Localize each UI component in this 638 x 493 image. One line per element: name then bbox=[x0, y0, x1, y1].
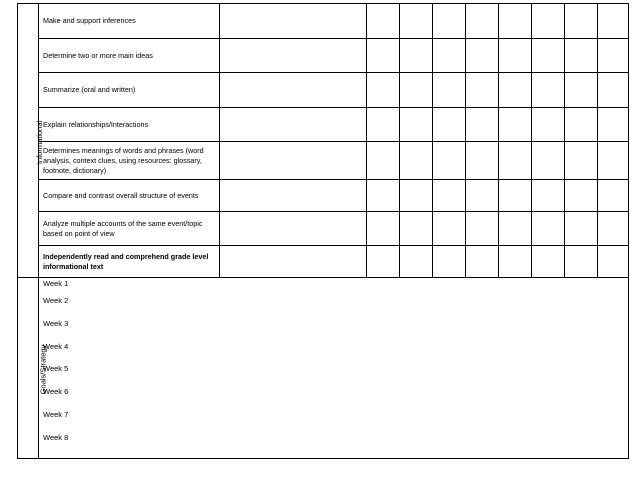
notes-cell[interactable] bbox=[220, 108, 367, 142]
mark-cell[interactable] bbox=[532, 180, 565, 212]
mark-cell[interactable] bbox=[466, 108, 499, 142]
mark-cell[interactable] bbox=[565, 4, 598, 39]
skill-cell: Analyze multiple accounts of the same event/topic based on point of view bbox=[39, 212, 220, 246]
mark-cell[interactable] bbox=[466, 142, 499, 180]
mark-cell[interactable] bbox=[532, 246, 565, 278]
mark-cell[interactable] bbox=[532, 212, 565, 246]
skill-cell: Determines meanings of words and phrases (word analysis, context clues, using resources: glossary, footnote, dictionary) bbox=[39, 142, 220, 180]
mark-cell[interactable] bbox=[499, 4, 532, 39]
mark-cell[interactable] bbox=[400, 142, 433, 180]
mark-cell[interactable] bbox=[532, 142, 565, 180]
skill-cell: Independently read and comprehend grade level informational text bbox=[39, 246, 220, 278]
mark-cell[interactable] bbox=[565, 212, 598, 246]
skill-cell: Explain relationships/Interactions bbox=[39, 108, 220, 142]
table-row bbox=[18, 142, 629, 180]
mark-cell[interactable] bbox=[598, 73, 629, 108]
week-label: Week 5 bbox=[43, 364, 69, 374]
mark-cell[interactable] bbox=[499, 180, 532, 212]
mark-cell[interactable] bbox=[433, 246, 466, 278]
week-label: Week 7 bbox=[43, 409, 69, 419]
mark-cell[interactable] bbox=[367, 73, 400, 108]
table-row bbox=[18, 73, 629, 108]
goals-row bbox=[18, 278, 629, 459]
mark-cell[interactable] bbox=[466, 212, 499, 246]
notes-cell[interactable] bbox=[220, 4, 367, 39]
mark-cell[interactable] bbox=[367, 142, 400, 180]
mark-cell[interactable] bbox=[433, 180, 466, 212]
mark-cell[interactable] bbox=[499, 246, 532, 278]
mark-cell[interactable] bbox=[598, 142, 629, 180]
mark-cell[interactable] bbox=[367, 180, 400, 212]
table-row bbox=[18, 108, 629, 142]
mark-cell[interactable] bbox=[433, 108, 466, 142]
mark-cell[interactable] bbox=[532, 4, 565, 39]
mark-cell[interactable] bbox=[400, 212, 433, 246]
notes-cell[interactable] bbox=[220, 73, 367, 108]
assessment-sheet bbox=[17, 3, 624, 459]
mark-cell[interactable] bbox=[400, 39, 433, 73]
mark-cell[interactable] bbox=[400, 108, 433, 142]
mark-cell[interactable] bbox=[499, 39, 532, 73]
mark-cell[interactable] bbox=[499, 73, 532, 108]
week-label: Week 6 bbox=[43, 387, 69, 397]
skill-cell: Determine two or more main ideas bbox=[39, 39, 220, 73]
mark-cell[interactable] bbox=[466, 180, 499, 212]
mark-cell[interactable] bbox=[598, 108, 629, 142]
table-row bbox=[18, 39, 629, 73]
mark-cell[interactable] bbox=[598, 212, 629, 246]
week-label: Week 2 bbox=[43, 296, 69, 305]
mark-cell[interactable] bbox=[433, 4, 466, 39]
mark-cell[interactable] bbox=[565, 246, 598, 278]
table-row bbox=[18, 212, 629, 246]
mark-cell[interactable] bbox=[466, 39, 499, 73]
table-row bbox=[18, 246, 629, 278]
skill-cell: Summarize (oral and written) bbox=[39, 73, 220, 108]
table-row bbox=[18, 180, 629, 212]
notes-cell[interactable] bbox=[220, 142, 367, 180]
notes-cell[interactable] bbox=[220, 246, 367, 278]
mark-cell[interactable] bbox=[532, 73, 565, 108]
section-label-goals: Goals/Strategy bbox=[38, 344, 48, 395]
mark-cell[interactable] bbox=[400, 180, 433, 212]
notes-cell[interactable] bbox=[220, 180, 367, 212]
mark-cell[interactable] bbox=[598, 180, 629, 212]
mark-cell[interactable] bbox=[466, 4, 499, 39]
mark-cell[interactable] bbox=[433, 212, 466, 246]
notes-cell[interactable] bbox=[220, 212, 367, 246]
week-list bbox=[39, 278, 628, 450]
mark-cell[interactable] bbox=[565, 108, 598, 142]
mark-cell[interactable] bbox=[400, 4, 433, 39]
table-row bbox=[18, 4, 629, 39]
mark-cell[interactable] bbox=[400, 73, 433, 108]
informational-table bbox=[17, 3, 629, 459]
mark-cell[interactable] bbox=[433, 73, 466, 108]
mark-cell[interactable] bbox=[565, 39, 598, 73]
mark-cell[interactable] bbox=[466, 246, 499, 278]
mark-cell[interactable] bbox=[499, 142, 532, 180]
section-label-informational: Informational bbox=[35, 120, 45, 164]
skill-cell: Compare and contrast overall structure of events bbox=[39, 180, 220, 212]
notes-cell[interactable] bbox=[220, 39, 367, 73]
mark-cell[interactable] bbox=[367, 212, 400, 246]
mark-cell[interactable] bbox=[367, 108, 400, 142]
mark-cell[interactable] bbox=[499, 108, 532, 142]
week-label: Week 4 bbox=[43, 341, 69, 351]
goals-cell[interactable] bbox=[39, 278, 629, 459]
mark-cell[interactable] bbox=[499, 212, 532, 246]
mark-cell[interactable] bbox=[598, 246, 629, 278]
mark-cell[interactable] bbox=[565, 73, 598, 108]
mark-cell[interactable] bbox=[532, 108, 565, 142]
skill-cell: Make and support inferences bbox=[39, 4, 220, 39]
mark-cell[interactable] bbox=[400, 246, 433, 278]
mark-cell[interactable] bbox=[367, 4, 400, 39]
mark-cell[interactable] bbox=[565, 142, 598, 180]
mark-cell[interactable] bbox=[367, 246, 400, 278]
week-label: Week 8 bbox=[43, 432, 69, 442]
week-label: Week 1 bbox=[43, 279, 69, 288]
mark-cell[interactable] bbox=[466, 73, 499, 108]
mark-cell[interactable] bbox=[565, 180, 598, 212]
week-label: Week 3 bbox=[43, 318, 69, 328]
mark-cell[interactable] bbox=[433, 142, 466, 180]
mark-cell[interactable] bbox=[433, 39, 466, 73]
mark-cell[interactable] bbox=[598, 39, 629, 73]
mark-cell[interactable] bbox=[598, 4, 629, 39]
mark-cell[interactable] bbox=[532, 39, 565, 73]
section-cell-goals bbox=[18, 278, 48, 459]
mark-cell[interactable] bbox=[367, 39, 400, 73]
section-cell-informational bbox=[18, 4, 45, 278]
